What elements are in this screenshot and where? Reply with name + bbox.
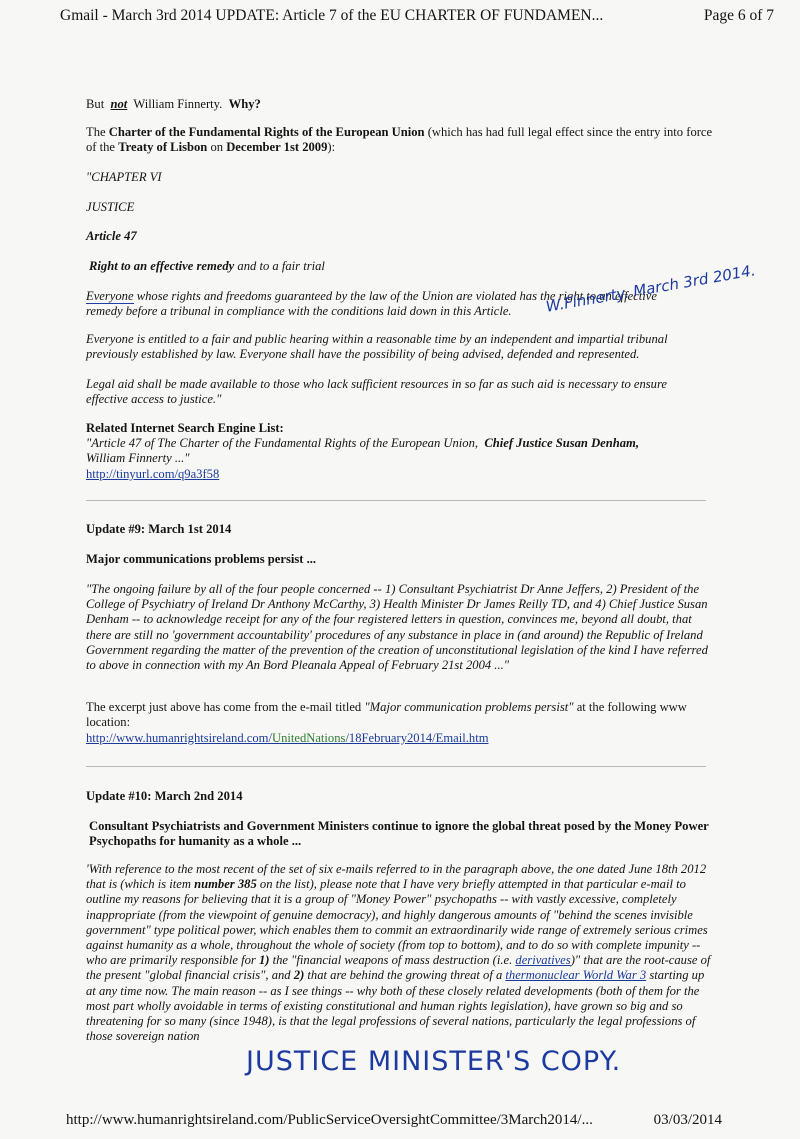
handwritten-signature: W.Finnerty. March 3rd 2014. bbox=[544, 261, 757, 316]
update-9-title: Update #9: March 1st 2014 bbox=[86, 522, 232, 536]
update-9-excerpt bbox=[86, 700, 716, 730]
p-g: )" that are the root-cause of the present "global financial crisis", and bbox=[86, 953, 711, 983]
search-quote-end: William Finnerty ..." bbox=[86, 451, 190, 466]
tinyurl-link[interactable]: http://tinyurl.com/q9a3f58 bbox=[86, 466, 220, 481]
update-10-title: Update #10: March 2nd 2014 bbox=[86, 789, 243, 803]
article-paragraph-2: Everyone is entitled to a fair and public hearing within a reasonable time by an independent and impartial tribunal previously established by law. Everyone shall have the possibility of being advised, defended and represented. bbox=[86, 332, 668, 362]
charter-lead: The bbox=[86, 125, 106, 139]
print-footer-url: http://www.humanrightsireland.com/PublicServiceOversightCommittee/3March2014/... bbox=[66, 1112, 593, 1128]
excerpt-title: "Major communication problems persist" bbox=[364, 700, 574, 714]
search-engine-section bbox=[86, 421, 716, 482]
charter-end: ): bbox=[327, 140, 336, 155]
article-p1-rest: whose rights and freedoms guaranteed by the law of the Union are violated has the right to an effective remedy before a tribunal in compliance with the conditions laid down in this Article. bbox=[86, 289, 657, 319]
excerpt-start: The excerpt just above has come from the e-mail titled bbox=[86, 700, 362, 714]
link-part-a: http://www.humanrightsireland.com/ bbox=[86, 731, 272, 745]
p-c: on the list), please note that I have very briefly attempted in that particular e-mail to outline my reasons for believing that it is a group of "Money Power" psychopaths -- with vastly excessive, completely inappropriate (from the viewpoint of genuine democracy), and highly dangerous amounts of "behind the scenes invisible government" type political power, which enables them to commit an extraordinarily wide range of extremely serious crimes against humanity as a whole, throughout the whole of society (from top to bottom), and to do so with complete impunity -- who are primarily responsible for bbox=[86, 877, 708, 968]
article-p1-everyone: Everyone bbox=[86, 289, 134, 303]
treaty-name: Treaty of Lisbon bbox=[118, 140, 208, 155]
humanrights-email-link[interactable] bbox=[86, 731, 489, 745]
p-a: 'With reference to the most recent of the set of six e-mails referred to in the paragraph above, the one dated June 18th 2012 that is (which is item bbox=[86, 862, 707, 892]
p-d: 1) bbox=[258, 953, 270, 968]
link-part-b: UnitedNations bbox=[271, 731, 346, 745]
link-part-c: /18February2014/Email.htm bbox=[345, 731, 489, 745]
p-i: that are behind the growing threat of a bbox=[307, 968, 503, 983]
article-heading bbox=[89, 259, 719, 274]
divider-2 bbox=[86, 766, 706, 767]
print-header-page-number: Page 6 of 7 bbox=[703, 7, 774, 24]
chapter-label: "CHAPTER VI bbox=[86, 170, 162, 184]
update-9-link-row bbox=[86, 731, 716, 746]
charter-date: December 1st 2009 bbox=[226, 140, 328, 155]
justice-label: JUSTICE bbox=[86, 200, 135, 214]
excerpt-end: at the following www location: bbox=[86, 700, 687, 730]
article-heading-rest: and to a fair trial bbox=[237, 259, 325, 273]
charter-name: Charter of the Fundamental Rights of the European Union bbox=[108, 125, 425, 139]
handwritten-stamp: JUSTICE MINISTER'S COPY. bbox=[246, 1046, 622, 1077]
print-footer-date: 03/03/2014 bbox=[653, 1112, 722, 1128]
intro-not: not bbox=[110, 97, 128, 111]
search-quote-bold: Chief Justice Susan Denham, bbox=[484, 436, 639, 451]
intro-but: But bbox=[86, 97, 105, 111]
print-header-title: Gmail - March 3rd 2014 UPDATE: Article 7 of the EU CHARTER OF FUNDAMEN... bbox=[60, 7, 604, 24]
p-e: the "financial weapons of mass destruction (i.e. bbox=[272, 953, 513, 968]
update-10-subtitle: Consultant Psychiatrists and Government Ministers continue to ignore the global threat posed by the Money Power Psychopaths for humanity as a whole ... bbox=[89, 819, 709, 849]
p-h: 2) bbox=[293, 968, 305, 983]
search-quote-start: "Article 47 of The Charter of the Fundamental Rights of the European Union, bbox=[86, 436, 479, 451]
search-title: Related Internet Search Engine List: bbox=[86, 421, 284, 435]
derivatives-link[interactable]: derivatives bbox=[515, 953, 571, 968]
intro-name: William Finnerty. bbox=[133, 97, 223, 111]
p-b: number 385 bbox=[194, 877, 257, 892]
article-heading-bold: Right to an effective remedy bbox=[89, 259, 235, 273]
intro-why: Why? bbox=[228, 97, 261, 111]
charter-mid: (which has had full legal effect since the entry into force of the bbox=[86, 125, 713, 155]
world-war-link[interactable]: thermonuclear World War 3 bbox=[505, 968, 647, 983]
update-10-paragraph bbox=[86, 862, 716, 1044]
intro-line bbox=[86, 97, 716, 112]
charter-paragraph bbox=[86, 125, 716, 155]
update-9-quote: "The ongoing failure by all of the four people concerned -- 1) Consultant Psychiatrist Dr Anne Jeffers, 2) President of the College of Psychiatry of Ireland Dr Anthony McCarthy, 3) Health Minister Dr James Reilly TD, and 4) Chief Justice Susan Denham -- to acknowledge receipt for any of the four registered letters in question, convinces me, beyond all doubt, that there are still no 'government accountability' procedures of any substance in place in (and around) the Republic of Ireland Government regarding the matter of the prevention of the creation of unconstitutional legislation of the kind I have referred to above in connection with my An Bord Pleanala Appeal of February 21st 2004 ..." bbox=[86, 582, 708, 673]
article-paragraph-3: Legal aid shall be made available to those who lack sufficient resources in so far as such aid is necessary to ensure effective access to justice." bbox=[86, 377, 667, 407]
divider-1 bbox=[86, 500, 706, 501]
article-number: Article 47 bbox=[86, 229, 137, 243]
charter-on: on bbox=[210, 140, 224, 155]
p-k: starting up at any time now. The main reason -- as I see things -- why both of these closely related developments (both of them for the most part wholly avoidable in terms of existing constitutional and human rights legislation), have grown so big and so threatening for so many (since 1948), is that the legal professions of several nations, particularly the legal professions of those sovereign nation bbox=[86, 968, 705, 1044]
update-9-subtitle: Major communications problems persist ... bbox=[86, 552, 317, 566]
